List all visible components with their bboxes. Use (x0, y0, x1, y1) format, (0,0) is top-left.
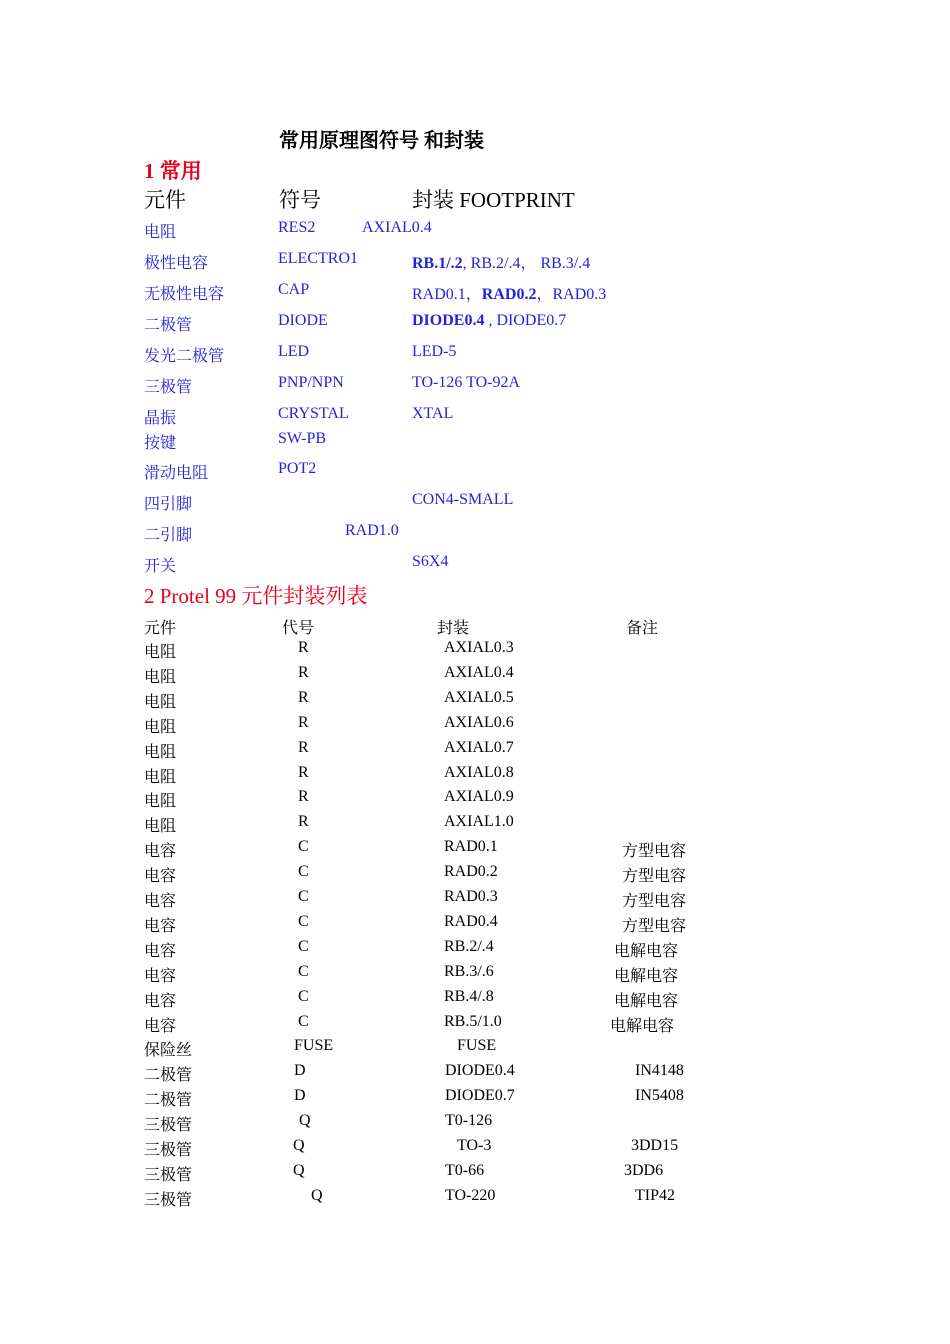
row-package: DIODE0.7 (445, 1087, 515, 1105)
component-name: 发光二极管 (144, 348, 225, 365)
row-package: FUSE (457, 1037, 497, 1055)
footprint-segment: , RB.2/.4， RB.3/.4 (462, 255, 591, 272)
component-footprint (412, 374, 520, 392)
row-component: 电阻 (144, 793, 177, 811)
row-package: TO-3 (457, 1137, 492, 1154)
row-code: R (298, 713, 309, 731)
row-package: RB.5/1.0 (444, 1012, 502, 1030)
row-code: Q (299, 1112, 311, 1130)
component-symbol: DIODE (278, 312, 328, 329)
row-package: AXIAL0.8 (444, 763, 514, 781)
row-component: 电容 (144, 893, 177, 910)
component-name: 极性电容 (144, 255, 209, 272)
row-note: 方型电容 (622, 893, 687, 910)
footprint-segment: RAD0.1， (412, 286, 482, 303)
row-component: 保险丝 (144, 1042, 193, 1060)
row-code: C (298, 838, 309, 856)
row-note: IN5408 (635, 1087, 684, 1105)
row-note: 方型电容 (622, 917, 687, 935)
row-package: T0-126 (445, 1112, 493, 1130)
row-note: 方型电容 (622, 868, 687, 886)
row-code: R (298, 788, 309, 806)
row-component: 电阻 (144, 743, 177, 761)
row-note: 电解电容 (614, 942, 679, 960)
header-symbol: 符号 (279, 188, 321, 212)
component-name: 无极性电容 (144, 286, 225, 303)
row-package: RAD0.1 (444, 838, 498, 856)
component-footprint (412, 491, 513, 509)
row-code: R (298, 639, 309, 656)
footprint-segment: S6X4 (412, 553, 449, 570)
component-footprint (412, 343, 456, 361)
footprint-segment: DIODE0.4 (412, 312, 485, 329)
row-package: T0-66 (445, 1161, 485, 1179)
component-name: 晶振 (144, 410, 177, 427)
row-code: Q (293, 1137, 305, 1154)
component-name: 二极管 (144, 317, 193, 334)
row-code: C (298, 962, 309, 980)
footprint-segment: CON4-SMALL (412, 491, 514, 508)
footprint-segment: RAD1.0 (345, 522, 399, 539)
row-component: 二极管 (144, 1092, 193, 1110)
header-component: 元件 (144, 188, 186, 212)
row-component: 电阻 (144, 668, 177, 686)
row-package: AXIAL0.9 (444, 788, 514, 806)
row-package: RAD0.2 (444, 863, 498, 881)
row-code: FUSE (294, 1037, 334, 1055)
row-package: RAD0.4 (444, 912, 498, 930)
component-name: 按键 (144, 435, 177, 452)
header2-code: 代号 (282, 620, 315, 637)
component-symbol: SW-PB (278, 430, 327, 447)
footprint-segment: TO-126 TO-92A (412, 374, 520, 391)
row-code: C (298, 912, 309, 930)
component-symbol: LED (278, 343, 310, 360)
component-symbol: ELECTRO1 (278, 250, 358, 267)
row-component: 电容 (144, 843, 177, 861)
row-code: C (298, 987, 309, 1005)
component-footprint (345, 522, 399, 540)
component-symbol: POT2 (278, 460, 317, 477)
row-component: 电容 (144, 1017, 177, 1035)
row-code: R (298, 738, 309, 756)
section-2-heading: 2 Protel 99 元件封装列表 (144, 584, 368, 608)
row-component: 电容 (144, 917, 177, 935)
row-code: D (294, 1087, 306, 1105)
footprint-segment: , DIODE0.7 (484, 312, 567, 329)
component-symbol: PNP/NPN (278, 374, 344, 391)
row-component: 电阻 (144, 693, 177, 711)
row-package: AXIAL0.5 (444, 688, 514, 706)
footprint-segment: ，RAD0.3 (536, 286, 607, 303)
component-footprint (412, 250, 590, 273)
component-footprint (412, 553, 448, 571)
row-code: R (298, 813, 309, 831)
component-name: 二引脚 (144, 527, 193, 544)
row-code: D (294, 1062, 306, 1080)
row-package: AXIAL0.3 (444, 639, 514, 656)
row-code: C (298, 888, 309, 905)
header2-package: 封装 (437, 620, 470, 637)
row-note: IN4148 (635, 1062, 684, 1080)
row-package: RB.2/.4 (444, 937, 494, 955)
component-symbol: CAP (278, 281, 310, 298)
row-component: 电阻 (144, 718, 177, 736)
row-component: 三极管 (144, 1142, 193, 1159)
footprint-segment: XTAL (412, 405, 454, 422)
row-code: C (298, 863, 309, 881)
row-note: 方型电容 (622, 843, 687, 861)
row-component: 二极管 (144, 1067, 193, 1085)
row-note: 3DD6 (624, 1161, 664, 1179)
row-code: C (298, 937, 309, 955)
row-code: R (298, 663, 309, 681)
row-note: 电解电容 (614, 992, 679, 1010)
row-code: Q (293, 1161, 305, 1179)
row-code: R (298, 763, 309, 781)
component-footprint (412, 281, 606, 304)
row-component: 电容 (144, 967, 177, 985)
component-name: 开关 (144, 558, 177, 575)
header2-note: 备注 (626, 620, 659, 637)
component-footprint (412, 405, 453, 423)
header2-component: 元件 (144, 620, 177, 637)
row-code: Q (311, 1186, 323, 1204)
row-note: 电解电容 (614, 967, 679, 985)
row-note: TIP42 (635, 1186, 675, 1204)
row-component: 电阻 (144, 768, 177, 786)
component-footprint (362, 219, 432, 237)
row-note: 电解电容 (610, 1017, 675, 1035)
component-name: 滑动电阻 (144, 465, 209, 482)
row-component: 电容 (144, 992, 177, 1010)
row-package: AXIAL0.7 (444, 738, 514, 756)
section-1-heading: 1 常用 (144, 159, 202, 183)
header-footprint: 封装 FOOTPRINT (412, 188, 575, 212)
footprint-segment: AXIAL0.4 (362, 219, 432, 236)
row-component: 三极管 (144, 1166, 193, 1184)
page-title: 常用原理图符号 和封装 (279, 130, 484, 152)
component-name: 四引脚 (144, 496, 193, 513)
component-footprint (412, 312, 566, 330)
row-package: RAD0.3 (444, 888, 498, 905)
footprint-segment: RAD0.2 (481, 286, 537, 303)
component-name: 三极管 (144, 379, 193, 396)
row-package: AXIAL1.0 (444, 813, 514, 831)
row-component: 电阻 (144, 644, 177, 661)
footprint-segment: LED-5 (412, 343, 457, 360)
row-package: AXIAL0.4 (444, 663, 514, 681)
row-package: TO-220 (445, 1186, 496, 1204)
row-note: 3DD15 (631, 1137, 679, 1154)
row-component: 电容 (144, 868, 177, 886)
component-symbol: RES2 (278, 219, 316, 236)
component-name: 电阻 (144, 224, 177, 241)
footprint-segment: RB.1/.2 (412, 255, 463, 272)
row-package: AXIAL0.6 (444, 713, 514, 731)
row-package: DIODE0.4 (445, 1062, 515, 1080)
component-symbol: CRYSTAL (278, 405, 349, 422)
row-component: 三极管 (144, 1191, 193, 1209)
row-code: R (298, 688, 309, 706)
row-package: RB.4/.8 (444, 987, 494, 1005)
row-component: 三极管 (144, 1117, 193, 1135)
row-code: C (298, 1012, 309, 1030)
row-component: 电阻 (144, 818, 177, 836)
row-package: RB.3/.6 (444, 962, 494, 980)
row-component: 电容 (144, 942, 177, 960)
